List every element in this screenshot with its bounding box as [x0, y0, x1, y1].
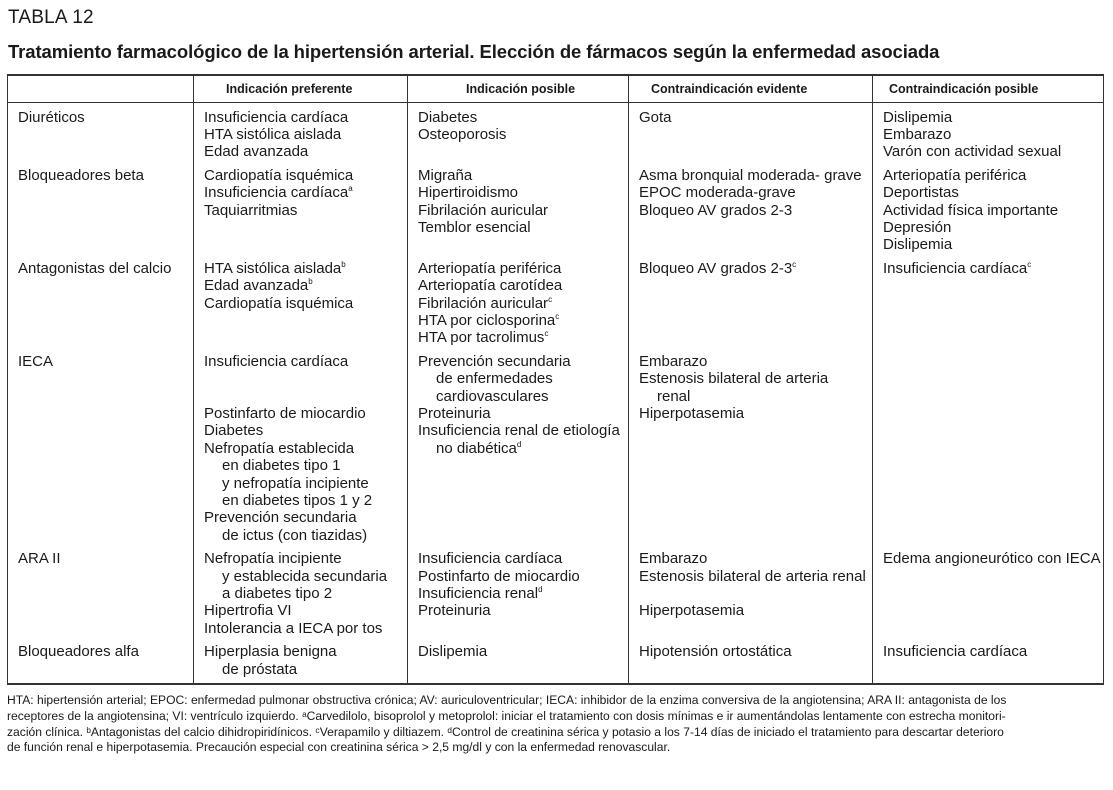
cell-line [639, 568, 872, 585]
cell-line-text: Insuficiencia cardíaca [204, 108, 349, 126]
cell-line [204, 661, 407, 678]
cell-line-text: cardiovasculares [436, 387, 549, 405]
cell-line-text: HTA por tacrolimus [418, 329, 545, 347]
table-row [8, 167, 1104, 260]
cell-line-text: Migraña [418, 166, 473, 184]
cell-line [418, 295, 628, 312]
evident-contraindication-cell [629, 167, 873, 260]
cell-line-text: Postinfarto de miocardio [204, 404, 366, 422]
cell-line-text: Hipotensión ortostática [639, 643, 792, 661]
cell-line-text: Diabetes [418, 108, 478, 126]
cell-line [418, 109, 628, 126]
cell-line-text: Prevención secundaria [418, 352, 571, 370]
drug-class-cell [8, 102, 194, 167]
cell-line-text: Hiperplasia benigna [204, 643, 337, 661]
cell-line [418, 370, 628, 387]
column-header-possible-indication: Indicación posible [408, 75, 629, 102]
cell-line-text: y establecida secundaria [222, 567, 388, 585]
cell-line [204, 184, 407, 201]
footnote-marker: a [348, 184, 353, 194]
cell-line [204, 509, 407, 526]
evident-contraindication-cell [629, 102, 873, 167]
cell-line [418, 550, 628, 567]
cell-line [418, 353, 628, 370]
footnote-marker: b [341, 259, 346, 269]
footnote-marker: d [516, 439, 522, 449]
cell-line [883, 236, 1103, 253]
cell-line [418, 585, 628, 602]
table-label: TABLA 12 [8, 7, 94, 28]
cell-line [418, 126, 628, 143]
drug-class-name: ARA II [18, 550, 61, 568]
cell-line-text: Nefropatía establecida [204, 439, 355, 457]
preferred-indication-cell [194, 550, 408, 643]
possible-contraindication-cell [873, 102, 1104, 167]
cell-line-text: Fibrilación auricular [418, 294, 549, 312]
footnote-marker: c [544, 329, 549, 339]
cell-line-text: Estenosis bilateral de arteria renal [639, 567, 866, 585]
cell-line [204, 475, 407, 492]
drug-class-cell [8, 260, 194, 353]
table-row [8, 353, 1104, 550]
footnote-marker: d [538, 585, 543, 595]
footnote-marker: c [792, 259, 797, 269]
cell-line [204, 440, 407, 457]
cell-line [639, 370, 872, 387]
cell-line [639, 550, 872, 567]
cell-line-text: Dislipemia [418, 643, 488, 661]
possible-contraindication-cell [873, 167, 1104, 260]
cell-line [204, 143, 407, 160]
cell-line [204, 277, 407, 294]
cell-line-text: Bloqueo AV grados 2-3 [639, 259, 793, 277]
cell-line-text: de próstata [222, 660, 298, 678]
cell-line-text: HTA sistólica aislada [204, 125, 342, 143]
cell-line [204, 353, 407, 370]
cell-line [204, 260, 407, 277]
cell-line-text: Asma bronquial moderada- grave [639, 166, 862, 184]
cell-line [639, 184, 872, 201]
preferred-indication-cell [194, 643, 408, 684]
cell-line [418, 260, 628, 277]
cell-line [639, 353, 872, 370]
cell-line-text: Hiperpotasemia [639, 405, 745, 422]
cell-line [418, 568, 628, 585]
cell-line-text: Taquiarritmias [204, 201, 298, 219]
cell-line-text: Insuficiencia renal de etiología [418, 422, 620, 440]
cell-line [204, 550, 407, 567]
drug-class-cell [8, 353, 194, 550]
cell-line-text: no diabética [436, 439, 517, 457]
cell-line [418, 167, 628, 184]
cell-line [204, 620, 407, 637]
footnote-marker: c [1027, 259, 1032, 269]
column-header-evident-contraindication: Contraindicación evidente [629, 75, 873, 102]
possible-contraindication-cell [873, 353, 1104, 550]
evident-contraindication-cell [629, 260, 873, 353]
cell-line-text: en diabetes tipos 1 y 2 [222, 492, 373, 509]
cell-line-text: Arteriopatía carotídea [418, 277, 563, 295]
cell-line-text: Insuficiencia cardíaca [418, 550, 563, 568]
cell-line-text: Varón con actividad sexual [883, 143, 1062, 161]
drug-table-container [7, 74, 1103, 685]
cell-line [204, 405, 407, 422]
cell-line [204, 492, 407, 509]
cell-line [418, 440, 628, 457]
spacer-line [204, 388, 407, 405]
drug-class-name: IECA [18, 352, 54, 370]
drug-class-name: Bloqueadores beta [18, 166, 144, 184]
table-row [8, 643, 1104, 684]
cell-line-text: Arteriopatía periférica [418, 259, 562, 277]
cell-line [204, 568, 407, 585]
cell-line-text: Edad avanzada [204, 277, 309, 295]
cell-line-text: HTA por ciclosporina [418, 311, 556, 329]
drug-class-cell [8, 167, 194, 260]
drug-class-name: Diuréticos [18, 108, 85, 126]
table-row [8, 102, 1104, 167]
preferred-indication-cell [194, 102, 408, 167]
footnote-line: zación clínica. ᵇAntagonistas del calcio dihidropiridínicos. ᶜVerapamilo y diltiazem. ᵈControl de creatinina sérica y potasio a los 7-14 días de iniciado el tratamiento para descartar deterioro [7, 724, 1004, 739]
cell-line [883, 184, 1103, 201]
cell-line [883, 126, 1103, 143]
cell-line-text: Embarazo [883, 125, 952, 143]
cell-line [204, 167, 407, 184]
cell-line-text: Prevención secundaria [204, 509, 357, 527]
spacer-line [639, 585, 872, 602]
cell-line [418, 643, 628, 660]
preferred-indication-cell [194, 353, 408, 550]
possible-indication-cell [408, 260, 629, 353]
cell-line [883, 167, 1103, 184]
cell-line [883, 219, 1103, 236]
cell-line-text: Insuficiencia cardíaca [204, 184, 349, 202]
cell-line-text: y nefropatía incipiente [222, 474, 369, 492]
cell-line-text: Postinfarto de miocardio [418, 567, 580, 585]
cell-line [418, 405, 628, 422]
cell-line-text: Hipertiroidismo [418, 184, 519, 202]
table-body [8, 102, 1104, 684]
footnote-line: HTA: hipertensión arterial; EPOC: enfermedad pulmonar obstructiva crónica; AV: auriculoventricular; IECA: inhibidor de la enzima conversiva de la angiotensina; ARA II: antagonista de los [7, 693, 1007, 707]
cell-line [204, 585, 407, 602]
possible-indication-cell [408, 550, 629, 643]
evident-contraindication-cell [629, 643, 873, 684]
cell-line [418, 277, 628, 294]
cell-line [204, 109, 407, 126]
cell-line-text: en diabetes tipo 1 [222, 457, 341, 475]
table-row [8, 550, 1104, 643]
cell-line [204, 202, 407, 219]
cell-line [418, 388, 628, 405]
cell-line-text: Hiperpotasemia [639, 602, 745, 620]
cell-line-text: Dislipemia [883, 108, 953, 126]
table-header [8, 75, 1104, 102]
possible-indication-cell [408, 353, 629, 550]
cell-line-text: Cardiopatía isquémica [204, 166, 354, 184]
cell-line-text: Embarazo [639, 352, 708, 370]
cell-line [204, 457, 407, 474]
preferred-indication-cell [194, 167, 408, 260]
evident-contraindication-cell [629, 353, 873, 550]
possible-contraindication-cell [873, 643, 1104, 684]
possible-contraindication-cell [873, 550, 1104, 643]
cell-line-text: Hipertrofia VI [204, 602, 292, 620]
cell-line-text: Fibrilación auricular [418, 201, 549, 219]
cell-line-text: Insuficiencia cardíaca [883, 643, 1028, 661]
cell-line-text: Nefropatía incipiente [204, 550, 342, 568]
cell-line [418, 602, 628, 619]
cell-line-text: Insuficiencia renal [418, 585, 539, 603]
cell-line [639, 202, 872, 219]
cell-line [883, 202, 1103, 219]
cell-line [204, 422, 407, 439]
cell-line [883, 143, 1103, 160]
footnote-marker: c [555, 311, 560, 321]
footnote [7, 693, 1104, 756]
column-header-possible-contraindication: Contraindicación posible [873, 75, 1104, 102]
cell-line-text: Dislipemia [883, 236, 953, 254]
cell-line-text: Insuficiencia cardíaca [204, 352, 349, 370]
cell-line [418, 312, 628, 329]
drug-class-name: Antagonistas del calcio [18, 259, 172, 277]
cell-line-text: Deportistas [883, 184, 959, 202]
drug-class-cell [8, 643, 194, 684]
possible-indication-cell [408, 167, 629, 260]
cell-line-text: Edema angioneurótico con IECA [883, 550, 1101, 568]
cell-line [418, 184, 628, 201]
spacer-line [204, 370, 407, 387]
cell-line-text: HTA sistólica aislada [204, 259, 342, 277]
footnote-line: de función renal e hiperpotasemia. Precaución especial con creatinina sérica > 2,5 mg/dl y con la enfermedad renovascular. [7, 740, 671, 755]
cell-line [204, 295, 407, 312]
cell-line-text: Bloqueo AV grados 2-3 [639, 201, 793, 219]
page-title: Tratamiento farmacológico de la hipertensión arterial. Elección de fármacos según la enfermedad asociada [8, 41, 940, 62]
cell-line-text: Osteoporosis [418, 125, 507, 143]
column-header-preferred-indication: Indicación preferente [194, 75, 408, 102]
footnote-line: receptores de la angiotensina; VI: ventrículo izquierdo. ᵃCarvedilolo, bisoprolol y metoprolol: iniciar el tratamiento con dosis mínimas e ir aumentándolas lentamente con estrecha monitori- [7, 708, 1006, 723]
possible-contraindication-cell [873, 260, 1104, 353]
cell-line-text: EPOC moderada-grave [639, 184, 796, 202]
cell-line [639, 602, 872, 619]
preferred-indication-cell [194, 260, 408, 353]
drug-class-cell [8, 550, 194, 643]
cell-line [204, 527, 407, 544]
footnote-marker: b [308, 277, 313, 287]
cell-line-text: Edad avanzada [204, 143, 309, 161]
cell-line-text: de enfermedades [436, 370, 553, 388]
cell-line-text: Diabetes [204, 422, 264, 440]
cell-line-text: Depresión [883, 218, 952, 236]
cell-line-text: Cardiopatía isquémica [204, 294, 354, 312]
cell-line-text: Estenosis bilateral de arteria [639, 370, 829, 388]
cell-line [639, 260, 872, 277]
cell-line [204, 126, 407, 143]
cell-line [883, 260, 1103, 277]
cell-line-text: renal [657, 387, 691, 405]
evident-contraindication-cell [629, 550, 873, 643]
cell-line [639, 167, 872, 184]
cell-line-text: Proteinuria [418, 405, 491, 422]
cell-line-text: a diabetes tipo 2 [222, 585, 333, 603]
cell-line-text: Insuficiencia cardíaca [883, 259, 1028, 277]
cell-line-text: Gota [639, 108, 672, 126]
header-row [8, 75, 1104, 102]
cell-line-text: Embarazo [639, 550, 708, 568]
cell-line [204, 643, 407, 660]
cell-line [639, 109, 872, 126]
drug-class-name: Bloqueadores alfa [18, 643, 139, 661]
cell-line-text: Intolerancia a IECA por tos [204, 619, 383, 637]
cell-line-text: Proteinuria [418, 602, 491, 620]
cell-line [639, 405, 872, 422]
cell-line [418, 219, 628, 236]
cell-line [883, 643, 1103, 660]
possible-indication-cell [408, 102, 629, 167]
cell-line [639, 643, 872, 660]
cell-line-text: Arteriopatía periférica [883, 166, 1027, 184]
cell-line [418, 202, 628, 219]
column-header-drug [8, 75, 194, 102]
cell-line-text: de ictus (con tiazidas) [222, 526, 368, 544]
table-row [8, 260, 1104, 353]
cell-line [639, 388, 872, 405]
cell-line [204, 602, 407, 619]
drug-table [7, 74, 1104, 685]
cell-line-text: Temblor esencial [418, 218, 531, 236]
possible-indication-cell [408, 643, 629, 684]
footnote-marker: c [548, 294, 553, 304]
cell-line [418, 329, 628, 346]
cell-line [418, 422, 628, 439]
cell-line-text: Actividad física importante [883, 201, 1059, 219]
cell-line [883, 109, 1103, 126]
cell-line [883, 550, 1103, 567]
